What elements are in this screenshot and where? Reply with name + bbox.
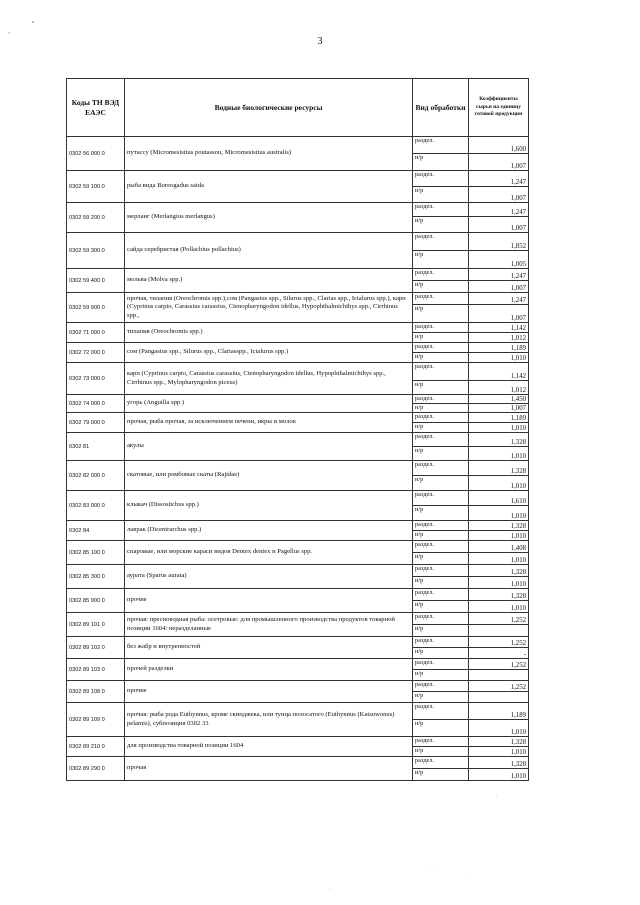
row-processing: н/р [413,747,469,757]
table-row [67,171,529,187]
table-body [67,137,529,781]
row-processing: н/р [413,251,469,269]
table-row [67,757,529,769]
row-coefficient: 1,010 [469,506,529,521]
table-row [67,703,529,720]
row-processing: раздел. [413,323,469,333]
row-resource-name: прочей разделки [125,659,413,681]
row-code: 0302 85 100 0 [67,541,125,565]
row-code: 0302 89 102 0 [67,637,125,659]
table-header-row [67,79,529,137]
table-row [67,681,529,692]
row-resource-name: угорь (Anguilla spp.) [125,395,413,413]
row-processing: раздел. [413,703,469,720]
row-coefficient: 1,010 [469,720,529,737]
row-processing: раздел. [413,293,469,305]
row-coefficient: 1,010 [469,601,529,613]
row-resource-name: лаврак (Dicentrarchus spp.) [125,521,413,541]
row-code: 0302 79 000 0 [67,413,125,433]
row-resource-name: тилапия (Oreochromis spp.) [125,323,413,343]
row-coefficient: 1,189 [469,703,529,720]
table-row [67,565,529,577]
row-resource-name: прочая [125,757,413,781]
row-resource-name: сом (Pangasius spp., Silurus spp., Clariasspp., Ictalurus spp.) [125,343,413,363]
row-processing: раздел. [413,541,469,553]
row-processing: н/р [413,601,469,613]
row-coefficient: 1,010 [469,769,529,781]
row-processing: н/р [413,187,469,203]
row-coefficient: 1,142 [469,323,529,333]
row-coefficient: 1,247 [469,293,529,305]
row-code: 0302 71 000 0 [67,323,125,343]
row-coefficient: 1,408 [469,541,529,553]
row-coefficient: 1,007 [469,404,529,413]
row-resource-name: без жабр и внутренностей [125,637,413,659]
row-resource-name: скатовые, или ромбовые скаты (Rajidae) [125,461,413,491]
row-code: 0302 89 210 0 [67,737,125,757]
row-processing: н/р [413,648,469,659]
row-resource-name: клыкач (Dissostichus spp.) [125,491,413,521]
row-coefficient: 1,610 [469,491,529,506]
table-row [67,659,529,670]
row-coefficient: 1,010 [469,553,529,565]
row-processing: н/р [413,217,469,233]
row-code: 0302 82 000 0 [67,461,125,491]
row-processing: раздел. [413,613,469,625]
row-processing: н/р [413,281,469,293]
row-coefficient: 1,007 [469,154,529,171]
table-row [67,541,529,553]
row-coefficient: 1,010 [469,423,529,433]
row-code: 0302 89 101 0 [67,613,125,637]
row-processing: н/р [413,506,469,521]
row-coefficient: 1,142 [469,363,529,381]
row-resource-name: акулы [125,433,413,461]
row-code: 0302 89 290 0 [67,757,125,781]
row-resource-name: прочие [125,681,413,703]
row-processing: раздел. [413,637,469,648]
row-coefficient: 1,328 [469,757,529,769]
row-coefficient: 1,252 [469,681,529,692]
row-code: 0302 59 400 0 [67,269,125,293]
row-code: 0302 56 000 0 [67,137,125,171]
row-coefficient: 1,600 [469,137,529,154]
row-processing: раздел. [413,413,469,423]
row-coefficient: 1,010 [469,447,529,461]
row-resource-name: спаровые, или морские караси видов Dentex dentex и Pagellus spp. [125,541,413,565]
row-code: 0302 59 100 0 [67,171,125,203]
table-row [67,737,529,747]
row-processing: раздел. [413,757,469,769]
table-row [67,589,529,601]
table-row [67,293,529,305]
row-resource-name: путассу (Micromesistius poutassou, Micromesistius australis) [125,137,413,171]
table-row [67,413,529,423]
row-resource-name: рыба вида Boreogadus saida [125,171,413,203]
row-processing: раздел. [413,565,469,577]
row-processing: н/р [413,553,469,565]
row-coefficient: 1,328 [469,565,529,577]
row-processing: н/р [413,769,469,781]
row-code: 0302 81 [67,433,125,461]
row-coefficient: 1,247 [469,171,529,187]
row-coefficient: 1,252 [469,637,529,648]
row-coefficient: 1,852 [469,233,529,251]
row-code: 0302 74 000 0 [67,395,125,413]
row-processing: раздел. [413,343,469,353]
row-code: 0302 85 900 0 [67,589,125,613]
table-row [67,203,529,217]
table-row [67,233,529,251]
row-coefficient: 1,328 [469,461,529,476]
row-processing: н/р [413,531,469,541]
row-code: 0302 89 108 0 [67,681,125,703]
table-row [67,491,529,506]
row-processing: н/р [413,447,469,461]
row-processing: раздел. [413,363,469,381]
row-coefficient: 1,005 [469,251,529,269]
row-coefficient: 1,010 [469,476,529,491]
row-coefficient: 1,328 [469,433,529,447]
resources-table [66,78,529,781]
header-resources: Водные биологические ресурсы [125,79,413,137]
row-coefficient: 1,247 [469,203,529,217]
row-coefficient: 1,189 [469,413,529,423]
row-coefficient: 1,252 [469,613,529,625]
header-processing: Вид обработки [413,79,469,137]
row-processing: н/р [413,625,469,637]
row-processing: н/р [413,476,469,491]
row-processing: н/р [413,577,469,589]
row-processing: раздел. [413,203,469,217]
row-processing: раздел. [413,433,469,447]
row-resource-name: мерланг (Merlangius merlangus) [125,203,413,233]
row-code: 0302 89 109 0 [67,703,125,737]
row-processing: н/р [413,333,469,343]
row-processing: н/р [413,720,469,737]
row-coefficient: 1,007 [469,305,529,323]
row-resource-name: прочая, рыба прочая, за исключением печени, икры и молок [125,413,413,433]
table-row [67,461,529,476]
row-code: 0302 59 200 0 [67,203,125,233]
row-code: 0302 72 000 0 [67,343,125,363]
row-code: 0302 84 [67,521,125,541]
row-code: 0302 85 300 0 [67,565,125,589]
header-codes: Коды ТН ВЭД ЕАЭС [67,79,125,137]
row-processing: раздел. [413,233,469,251]
header-coefficient: Коэффициенты сырья на единицу готовой продукции [469,79,529,137]
row-processing: раздел. [413,137,469,154]
row-processing: н/р [413,670,469,681]
table-row [67,137,529,154]
table-row [67,323,529,333]
row-coefficient: 1,010 [469,747,529,757]
row-coefficient: 1,007 [469,217,529,233]
row-processing: раздел. [413,269,469,281]
row-code: 0302 59 300 0 [67,233,125,269]
row-processing: раздел. [413,491,469,506]
row-code: 0302 59 900 0 [67,293,125,323]
row-resource-name: мольва (Molva spp.) [125,269,413,293]
table-row [67,343,529,353]
row-coefficient: 1,007 [469,187,529,203]
row-processing: раздел. [413,737,469,747]
row-coefficient: 1,010 [469,353,529,363]
row-coefficient: 1,010 [469,531,529,541]
row-coefficient: 1,007 [469,281,529,293]
table-row [67,433,529,447]
row-coefficient: 1,189 [469,343,529,353]
row-resource-name: прочие [125,589,413,613]
table-row [67,613,529,625]
table-row [67,269,529,281]
row-coefficient [469,692,529,703]
row-resource-name: аурата (Sparus aurata) [125,565,413,589]
table-row [67,521,529,531]
row-processing: н/р [413,353,469,363]
row-processing: раздел. [413,659,469,670]
row-resource-name: прочая, тилапия (Oreochromis spp.),сом (Pangasius spp., Silurus spp., Clarias spp., Ictalurus spp.), карп (Cyprinus carpio, Carassius carassius, Ctenopharyngodon idellus, Hypophthalmichthys spp., Cirrhinus spp., [125,293,413,323]
table-row [67,637,529,648]
row-processing: н/р [413,423,469,433]
row-processing: н/р [413,404,469,413]
row-coefficient: 1,247 [469,269,529,281]
row-processing: н/р [413,381,469,395]
row-code: 0302 89 103 0 [67,659,125,681]
row-coefficient [469,670,529,681]
row-coefficient: 1,252 [469,659,529,670]
row-resource-name: прочая: пресноводная рыба: осетровые: для промышленного производства продуктов товарной позиции 1604: неразделанные [125,613,413,637]
row-coefficient: - [469,648,529,659]
row-coefficient [469,625,529,637]
row-coefficient: 1,328 [469,737,529,747]
page-number: 3 [317,36,323,47]
row-processing: н/р [413,154,469,171]
row-coefficient: 1,328 [469,589,529,601]
row-code: 0302 73 000 0 [67,363,125,395]
row-resource-name: прочая: рыба рода Euthynnus, кроме скипджека, или тунца полосатого (Euthynnus (Katsuwonus) pelamis), субпозиция 0302 33 [125,703,413,737]
row-processing: раздел. [413,681,469,692]
row-processing: н/р [413,305,469,323]
row-resource-name: карп (Cyprinus carpio, Carassius carassius, Ctenopharyngodon idellus, Hypophthalmichthys spp., Cirrhinus spp., Mylopharyngodon piceus) [125,363,413,395]
row-processing: раздел. [413,461,469,476]
table-row [67,363,529,381]
row-resource-name: для производства товарной позиции 1604 [125,737,413,757]
row-coefficient: 1,012 [469,381,529,395]
row-resource-name: сайда серебристая (Pollachius pollachius) [125,233,413,269]
row-processing: раздел. [413,521,469,531]
table-row [67,395,529,404]
row-processing: н/р [413,692,469,703]
row-processing: раздел. [413,589,469,601]
row-coefficient: 1,012 [469,333,529,343]
row-coefficient: 1,328 [469,521,529,531]
row-coefficient: 1,010 [469,577,529,589]
row-processing: раздел. [413,171,469,187]
row-coefficient: 1,450 [469,395,529,404]
row-processing: раздел. [413,395,469,404]
row-code: 0302 83 000 0 [67,491,125,521]
